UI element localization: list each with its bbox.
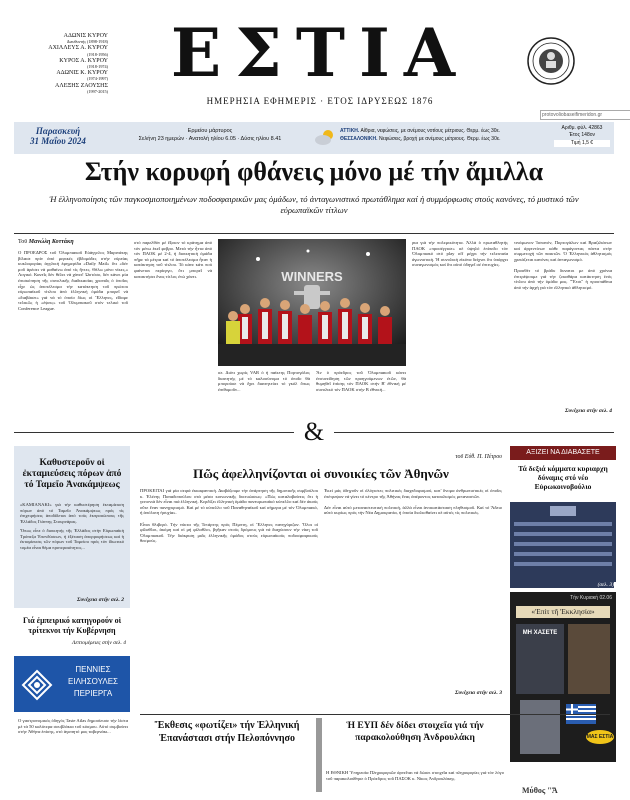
bottom-right-title: Ἡ ΕΥΠ δέν δίδει στοιχεῖα γιά τήν παρακολούθηση Ἀνδρουλάκη	[346, 721, 484, 743]
founder-role: (1997-2015)	[87, 88, 108, 94]
info-bar	[14, 122, 614, 154]
issue-number: Αριθμ. φύλ. 42863	[561, 125, 603, 131]
right-ad-continued: (σελ. 3)	[510, 582, 614, 588]
thess-forecast: Νεφώσεις, βροχή με ανέμους μέτριους. Θερμ. έως 30ε.	[378, 136, 501, 142]
exhibition-photo	[316, 718, 322, 792]
byline-prefix: Τοῦ	[18, 239, 28, 245]
photo-caption-1: σε. Διότι χωρίς VAR ὁ ἡ παίκτης Πορτογάλος διαιτητής μέ τό καλοσύνομα τό ὁποῖο θά μπορούσε νά ἔχει διαιτητεύει τό γκόλ ὅπως ἐπιθυμοῦν...	[218, 370, 310, 392]
left-story-kicker: «ΚΑΜΙΑΝΑΚΙ» γιά τήν καθυστέρηση ἐκταμίευση πόρων ἀπό τό Ταμεῖο Ἀνακάμψεως πρός τίς ἐπιχειρήσεις ἀποδίδεται ἀπό τούς ἐκπροσώπους τῆς Ἑλλάδος Γιάννης Στουρνάρας.	[20, 502, 124, 524]
founder-role: (1918-1956)	[87, 51, 108, 57]
pennies-line-1: ΠΕΝΝΙΕΣ	[75, 665, 111, 674]
attica-label: ΑΤΤΙΚΗ.	[340, 128, 360, 134]
left-story2-continued: Λεπτομέρειες στήν σελ. 4	[72, 640, 126, 646]
ampersand-rule-right	[334, 432, 614, 433]
weather-icon	[314, 128, 336, 146]
moon-sun-info: Σελήνη 23 ημερών · Ανατολή ηλίου 6.05 · Δύσις ηλίου 8.41	[138, 136, 282, 142]
bottom-center-title: Ἔκθεσις «φωτίζει» τήν Ἑλληνική Ἐπανάστασι στήν Πελοπόννησο	[154, 720, 300, 744]
right-ad-title: Τά δεξιά κόμματα κυριαρχη δύναμις στό νέο Εὐρωκοινοβούλιο	[518, 464, 608, 491]
olympiacos-celebration-photo	[218, 239, 406, 366]
founder-role: Διευθυντής (1898-1918)	[66, 39, 108, 45]
lead-continued: Συνέχεια στήν σελ. 4	[565, 408, 612, 414]
attica-forecast: Αίθρια, νεφώσεις, με ανέμους νοτίους μέτριους. Θερμ. έως 30ε.	[360, 128, 501, 134]
founder-name: ΚΥΡΟΣ Α. ΚΥΡΟΥ	[59, 57, 108, 64]
weekday: Παρασκευή	[35, 126, 81, 136]
book-ad-badge: ΜΑΣ ΕΣΤΙΑ	[586, 730, 614, 744]
book-cover-2	[568, 624, 610, 694]
founder-name: ΑΧΙΛΛΕΥΣ Α. ΚΥΡΟΥ	[48, 45, 108, 52]
founder-name: ΑΔΩΝΙΣ ΚΥΡΟΥ	[63, 33, 108, 39]
book-ad-tag: Τήν Κυριακή 02.06	[570, 595, 612, 601]
center-story-col1: ΠΡΟΚΕΙΤΑΙ γιά μία σειρά ἐκκαφαντική. Διαβάζουμε τήν ἀνάρτηση τῆς δημοτικῆς συμβούλου κ. Ἐλένης Παπαδοπούλου στά μέσα κοινωνικῆς δικτυώσεως: «Πώς καταλαβαίνεις ὅτι ἡ γειτονιά δέν εἶναι πιά ἑλληνική. Κερδίζει ἑλληνική ὁμάδα πανευρωπαϊκό κύπελλο καί δέν ἀκούς οὔτε ἕναν πανηγυρισμό. Καί μέ τό κύπελλο τοῦ Παναθηναϊκοῦ καί σήμερα μέ τόν Ὀλυμπιακό, ἡ ἀπόλυτη ἡσυχία». Εἶναι θλιβερό. Τήν νύκτα τῆς Τετάρτης πρός Πέμπτη, οἱ Ἕλληνες πανηγύριζαν. Ὅλοι οἱ φίλαθλοι, ἀκόμη καί οἱ μή φίλαθλοι, βγῆκαν στούς δρόμους γιά νά διαχύσουν τήν νίκη τοῦ Ὀλυμπιακοῦ. Τήν διάκριση μιᾶς ἑλληνικῆς ὁμάδος στούς εὐρωπαϊκούς ποδοσφαιρικούς θεσμούς.	[140, 488, 318, 544]
center-story-continued: Συνέχεια στήν σελ. 3	[455, 690, 502, 696]
ampersand-rule-left	[14, 432, 294, 433]
pennies-line-2: ΕΙΛΗΣΟΥΛΕΣ	[68, 677, 118, 686]
lead-col-4a: τινόφωνον Ἰσπανόν, Πορτογάλων καί Βραζιλιάνων καί ἀργεντίνων κάθε παράγοντας πάντα στήν συμμετοχή τῶν παικτῶν. Ὁ Ἑλληνικός ἀθλητισμός χρειάζεται κανόνες καί ἀνταγωνισμό.	[514, 240, 612, 262]
date: 31 Μαΐου 2024	[30, 136, 86, 146]
book-ad-title: «Ἐπίτ τῆ Ἐκκλησία»	[516, 606, 610, 618]
parliament-photo	[510, 502, 616, 582]
photo-caption-2: Ἄν ὁ πρόεδρος τοῦ Ὀλυμπιακοῦ κάνει ἐνσυνείδηση τῶν προηγούμενων ἐτῶν, θά θυμηθεῖ ἐπίσης τόν ΠΑΟΚ στήν Β' ἐθνική μέ συνολικό τόν ΠΑΟΚ στήν Β ἐθνική...	[316, 370, 406, 392]
center-story-byline: τοῦ Εὐθ. Π. Πέτρου	[455, 454, 502, 460]
masthead-subtitle: ΗΜΕΡΗΣΙΑ ΕΦΗΜΕΡΙΣ · ΕΤΟΣ ΙΔΡΥΣΕΩΣ 1876	[206, 96, 434, 106]
main-headline: Στήν κορυφή φθάνεις μόνο μέ τήν ἅμιλλα	[84, 157, 544, 186]
pennies-box	[14, 656, 130, 712]
founder-role: (1918-1974)	[87, 64, 108, 70]
ampersand-mark: &	[303, 417, 325, 446]
center-story-title: Πῶς ἀφελληνίζονται οἱ συνοικίες τῶν Ἀθηνῶν	[193, 466, 449, 481]
founder-role: (1974-1997)	[87, 76, 108, 82]
seal-logo	[526, 36, 576, 86]
thess-label: ΘΕΣΣΑΛΟΝΙΚΗ.	[340, 136, 378, 142]
masthead-title: ΕΣΤΙΑ	[170, 14, 470, 92]
left-story-body: Ὅπως εἶπε ὁ διοικητής τῆς Ἑλλάδος στήν Εὐρωπαϊκή Τράπεζα Ἐπενδύσεων, ἡ ἐξέταση ἀπορροφήσεως καί ἡ ἐκταμίευσις τῶν πόρων τοῦ Ταμείου πρός τόν ἰδιωτικό τομέα εἶναι θέμα προτεραιότητος...	[20, 528, 124, 550]
center-story-col2: Ἐκεί μάς ὁδηγοῦν οἱ ὁλόγιστες πολιτικές διαχεδοφισμού, κατ' ὄνομα ἀνθρωπιστικές οἱ ὁποῖες ἐπέτρεψαν νά γίνει τό κέντρο τῆς Ἀθήνας ἕνας ἀπέραντος καταυλισμός μεταναστῶν. Δέν εἶναι αὐτό μεταναστευτική πολιτική, ἀλλά εἶναι ἀντικατάσταση πληθυσμοῦ. Καί τό Ἄδειο αὐτό κυρίως πρός τήν Νέα Δημοκρατία, ἡ ὁποία διολισθαίνει σέ αὐτές τίς πολιτικές.	[324, 488, 502, 516]
book-ad-sub: ΜΗ ΧΑΣΕΤΕ	[522, 630, 558, 636]
pennies-text: Ο γαστρονομικός ὁδηγός Taste Atlas δημοσίευσε τήν λίστα μέ τά 50 καλύτερα σουβλάκια τοῦ κόσμου. Αὐτό συμβαίνει στήν Ἀθήνα ἐπίσης, στό ἀγαπητό μας ταβερνάκι...	[18, 718, 128, 735]
book-cover-3	[520, 700, 560, 754]
founder-name: ΑΔΩΝΙΣ Κ. ΚΥΡΟΥ	[56, 70, 108, 77]
right-ad-header: ΑΞΙΖΕΙ ΝΑ ΔΙΑΒΑΣΕΤΕ	[510, 446, 616, 460]
byline-author: Μανώλη Κοττάκη	[28, 239, 74, 245]
pennies-icon	[20, 668, 54, 702]
book-ad	[510, 592, 616, 762]
year-number: Έτος 148ον	[568, 132, 596, 138]
main-deck: Ἡ ἑλληνοποίησις τῶν παγκοσμιοποιημένων ποδοσφαιρικῶν μας ὁμάδων, τό ἀνταγωνιστικό πρωτάθλημα καί ἡ συμμόρφωσις στούς κανόνες, τό μυστικό τῶν εὐρωπαϊκῶν τίτλων	[49, 194, 579, 215]
lead-col-2: στό παρελθόν μέ ἕξοιον τό κράτημα ἀπό τόν μένω ἐκεῖ φεβρο. Μετά τήν ἧττα ἀπό τόν ΠΑΟΚ μέ 2-4, ἡ διοικητική ὁμάδα πῆρε τά μέτρα καί τό ἀποτέλεσμα ἦταν ἡ κατάκτηση τοῦ τίτλου. Τό κάνε κάτι πού φαίνεται περίεργο, ὅτι μπορεῖ νά κατακτήσει ἕνας τίτλος ἐνώ χάνει.	[134, 240, 212, 279]
svg-text:WINNERS: WINNERS	[281, 269, 343, 284]
watermark-text: protovoliobaseifimeridon.gr	[540, 110, 630, 120]
left-story-continued: Συνέχεια στήν σελ. 2	[77, 597, 124, 603]
saint-day: Ερμείου μάρτυρος	[187, 128, 233, 134]
price: Τιμή 1,5 €	[554, 140, 610, 147]
bottom-right-text: Η ΕΘΝΙΚΗ Ὑπηρεσία Πληροφοριῶν ἀρνεῖται νά δώσει στοιχεῖα καί πληροφορίες γιά τόν λόγο τοῦ παρακολούθησε ὁ Πρόεδρος τοῦ ΠΑΣΟΚ κ. Νίκος Ἀνδρουλάκης.	[326, 770, 504, 781]
bottom-divider	[140, 714, 610, 715]
pennies-line-3: ΠΕΡΙΕΡΓΑ	[73, 689, 113, 698]
left-story-box	[14, 446, 130, 608]
lead-col-3: ρια γιά τήν πολεμικότητα. Ἀλλά ὁ πρωταθλητής ΠΑΟΚ «προσέγγισε» σέ ὑψηλό ἐπίπεδο τόν Ὀλυμπιακό στό play off μέχρι τήν τελευταία ἀγωνιστική. Ἡ συνολική εἰκόνα δείχνει ὅτι ὑπάρχει συναγωνισμός καί ὅτι αὐτό ὁδηγεῖ σέ ἐπιτυχίες.	[412, 240, 508, 268]
left-story2-title: Γιά ἐμπειρικό κατηγορούν οἱ τρίτεκνοι τήν Κυβέρνηση	[22, 616, 122, 635]
book-cover	[516, 624, 564, 694]
founders-list	[18, 33, 108, 95]
lead-col-1: Ο ΠΡΟΕΔΡΟΣ τοῦ Ὀλυμπιακοῦ Εὐάγγελος Μαρινάκης βίλασε πρίν ἀπό μερικές ἑβδομάδες στήν εὐρείας κυκλοφορίας ἀγγλική ἐφημερίδα «Daily Mail» ὅτι «δέν μοῦ ἀρέσει νά μαθαίνω ἀπό τίς ἥττες. Θέλω μόνο νίκες,» Λογικό. Κανεῖς δέν θέλει νά χάνει! Ὡστόσο, δέν κάνει μία ἐπισκόπηση τῆς συνολικῆς διαδικασίας χρονιᾶς ὁ ὁποῖος εἶχε ὡς ἀποτέλεσμα τήν κατάκτηση τοῦ πρώτου εὐρωπαϊκοῦ τίτλου ἀπό ἑλληνική ὁμάδα μπορεῖ νά «διαβάσει» γιά νά τό ὁποίο δίως οἱ Ἕλληνες, εἴδαμε τελικῶς ἡ «ἐψεις» τοῦ Ὀλυμπιακοῦ στόν τελικό τοῦ Conference League.	[18, 250, 128, 311]
bottom-edge-title: Μύθος "Ἄ	[522, 786, 558, 795]
divider	[14, 233, 614, 234]
lead-col-4b: Προσθέτ τό βράδυ δυνατοι με ἀπό χρόνια ἐπιτρέψουμε γιά τήν ζεκαθάρα κατάκτηση ἑνός τίτλου ἀπό τήν ὁμάδα μας. "Ἕτσι" ἡ προσπάθεια ἀπό τήν ἀρχή γιά τόν ἑλληνικό ἀθλητισμό.	[514, 267, 612, 290]
left-story-title: Καθυστεροῦν οἱ ἐκταμιεύσεις πόρων ἀπό τό Ταμεῖο Ἀνακάμψεως	[22, 458, 122, 490]
founder-name: ΑΛΕΞΗΣ ΖΑΟΥΣΗΣ	[55, 82, 108, 89]
lead-col-4	[514, 240, 612, 408]
